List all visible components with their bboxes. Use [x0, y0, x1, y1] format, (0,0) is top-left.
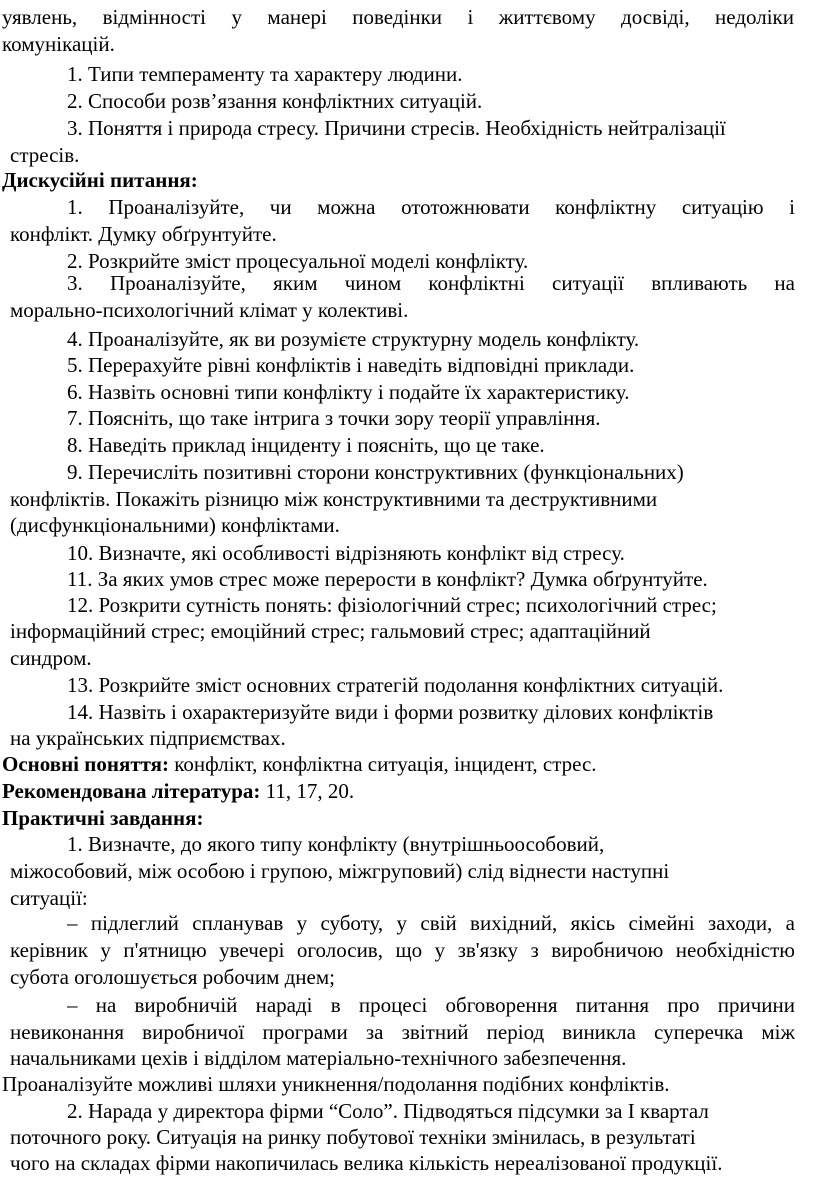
key-terms-line — [2, 751, 816, 779]
task-item-continued: поточного року. Ситуація на ринку побутової техніки змінилась, в результаті — [10, 1125, 696, 1149]
literature-line — [2, 778, 816, 806]
intro-line-1: уявлень, відмінності у манері поведінки і життєвому досвіді, недоліки — [2, 5, 794, 29]
question-item: 9. Перечисліть позитивні сторони конструктивних (функціональних) — [67, 460, 684, 484]
topic-item: 1. Типи темпераменту та характеру людини. — [67, 62, 463, 86]
question-item: 13. Розкрийте зміст основних стратегій подолання конфліктних ситуацій. — [67, 673, 724, 697]
question-item: 3. Проаналізуйте, яким чином конфліктні ситуації впливають на — [67, 271, 795, 295]
question-item: 8. Наведіть приклад інциденту і поясніть, що це таке. — [67, 433, 545, 457]
question-item-continued: конфлікт. Думку обґрунтуйте. — [10, 222, 277, 246]
question-item-continued: на українських підприємствах. — [10, 726, 286, 750]
question-item-continued: (дисфункціональними) конфліктами. — [10, 513, 340, 537]
question-item: 14. Назвіть і охарактеризуйте види і форми розвитку ділових конфліктів — [67, 700, 714, 724]
question-item: 7. Поясніть, що таке інтрига з точки зору теорії управління. — [67, 406, 601, 430]
topic-item: 2. Способи розв’язання конфліктних ситуацій. — [67, 89, 483, 113]
question-item-continued: конфліктів. Покажіть різницю між конструктивними та деструктивними — [10, 487, 658, 511]
task-situation-line: невиконання виробничої програми за звітний період виникла суперечка між — [10, 1020, 795, 1044]
literature-label: Рекомендована література: — [2, 779, 261, 803]
intro-line-2: комунікацій. — [2, 32, 115, 56]
discussion-heading: Дискусійні питання: — [2, 168, 198, 192]
task-situation-line: субота оголошується робочим днем; — [10, 965, 335, 989]
key-terms-text: конфлікт, конфліктна ситуація, інцидент, стрес. — [169, 752, 597, 776]
question-item: 12. Розкрити сутність понять: фізіологічний стрес; психологічний стрес; — [67, 593, 717, 617]
question-item-continued: синдром. — [10, 646, 92, 670]
task-situation-line: – підлеглий спланував у суботу, у свій вихідний, якісь сімейні заходи, а — [67, 911, 795, 935]
task-item-continued: чого на складах фірми накопичилась велика кількість нереалізованої продукції. — [10, 1151, 723, 1175]
practical-heading: Практичні завдання: — [2, 806, 204, 830]
literature-text: 11, 17, 20. — [260, 779, 355, 803]
task-situation-line: начальниками цехів і відділом матеріально-технічного забезпечення. — [10, 1046, 627, 1070]
question-item: 5. Перерахуйте рівні конфліктів і наведіть відповідні приклади. — [67, 353, 635, 377]
task-item: 2. Нарада у директора фірми “Соло”. Підводяться підсумки за I квартал — [67, 1099, 709, 1123]
question-item: 6. Назвіть основні типи конфлікту і подайте їх характеристику. — [67, 380, 630, 404]
question-item: 2. Розкрийте зміст процесуальної моделі конфлікту. — [67, 249, 529, 273]
question-item-continued: інформаційний стрес; емоційний стрес; гальмовий стрес; адаптаційний — [10, 619, 651, 643]
question-item: 1. Проаналізуйте, чи можна ототожнювати конфліктну ситуацію і — [67, 195, 795, 219]
task-instruction: Проаналізуйте можливі шляхи уникнення/подолання подібних конфліктів. — [2, 1072, 670, 1096]
question-item: 10. Визначте, які особливості відрізняють конфлікт від стресу. — [67, 541, 625, 565]
task-item-continued: ситуації: — [10, 886, 88, 910]
question-item: 11. За яких умов стрес може перерости в конфлікт? Думка обґрунтуйте. — [67, 567, 708, 591]
key-terms-label: Основні поняття: — [2, 752, 170, 776]
task-item: 1. Визначте, до якого типу конфлікту (внутрішньоособовий, — [67, 832, 605, 856]
task-situation-line: – на виробничій нараді в процесі обговорення питання про причини — [67, 993, 795, 1017]
task-item-continued: міжособовий, між особою і групою, міжгруповий) слід віднести наступні — [10, 859, 670, 883]
question-item-continued: морально-психологічний клімат у колективі. — [10, 298, 409, 322]
topic-item-continued: стресів. — [10, 143, 80, 167]
question-item: 4. Проаналізуйте, як ви розумієте структурну модель конфлікту. — [67, 327, 640, 351]
task-situation-line: керівник у п'ятницю увечері оголосив, що у зв'язку з виробничою необхідністю — [10, 938, 795, 962]
topic-item: 3. Поняття і природа стресу. Причини стресів. Необхідність нейтралізації — [67, 116, 726, 140]
